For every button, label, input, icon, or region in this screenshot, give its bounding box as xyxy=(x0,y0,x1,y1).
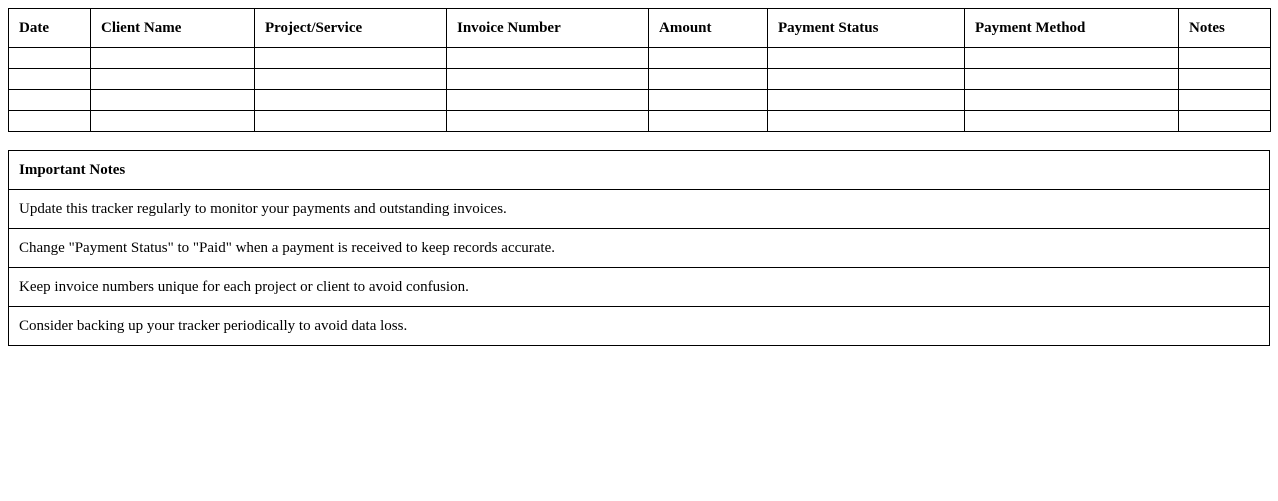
table-cell[interactable] xyxy=(9,111,91,132)
table-row xyxy=(9,111,1271,132)
table-header-row xyxy=(9,9,1271,48)
note-row xyxy=(9,268,1270,307)
table-cell[interactable] xyxy=(768,48,965,69)
column-header-amount: Amount xyxy=(649,9,768,48)
note-row xyxy=(9,190,1270,229)
table-cell[interactable] xyxy=(649,69,768,90)
table-cell[interactable] xyxy=(91,69,255,90)
note-item: Keep invoice numbers unique for each project or client to avoid confusion. xyxy=(9,268,1270,307)
table-row xyxy=(9,90,1271,111)
table-cell[interactable] xyxy=(1179,90,1271,111)
note-item: Change "Payment Status" to "Paid" when a payment is received to keep records accurate. xyxy=(9,229,1270,268)
notes-heading: Important Notes xyxy=(9,151,1270,190)
note-row xyxy=(9,229,1270,268)
notes-heading-row xyxy=(9,151,1270,190)
column-header-payment-method: Payment Method xyxy=(965,9,1179,48)
table-cell[interactable] xyxy=(1179,69,1271,90)
table-cell[interactable] xyxy=(965,111,1179,132)
table-cell[interactable] xyxy=(768,69,965,90)
table-cell[interactable] xyxy=(1179,111,1271,132)
column-header-notes: Notes xyxy=(1179,9,1271,48)
table-cell[interactable] xyxy=(768,90,965,111)
table-row xyxy=(9,69,1271,90)
payment-tracker-table xyxy=(8,8,1271,132)
table-cell[interactable] xyxy=(649,90,768,111)
column-header-invoice-number: Invoice Number xyxy=(447,9,649,48)
important-notes-table xyxy=(8,150,1270,346)
table-cell[interactable] xyxy=(768,111,965,132)
table-cell[interactable] xyxy=(965,69,1179,90)
table-cell[interactable] xyxy=(1179,48,1271,69)
table-cell[interactable] xyxy=(447,69,649,90)
column-header-date: Date xyxy=(9,9,91,48)
table-cell[interactable] xyxy=(447,90,649,111)
table-cell[interactable] xyxy=(9,48,91,69)
table-cell[interactable] xyxy=(91,90,255,111)
table-cell[interactable] xyxy=(9,69,91,90)
table-cell[interactable] xyxy=(447,111,649,132)
table-cell[interactable] xyxy=(649,111,768,132)
table-cell[interactable] xyxy=(255,90,447,111)
note-row xyxy=(9,307,1270,346)
table-cell[interactable] xyxy=(447,48,649,69)
table-cell[interactable] xyxy=(91,48,255,69)
table-row xyxy=(9,48,1271,69)
table-cell[interactable] xyxy=(649,48,768,69)
table-cell[interactable] xyxy=(255,48,447,69)
note-item: Update this tracker regularly to monitor your payments and outstanding invoices. xyxy=(9,190,1270,229)
table-cell[interactable] xyxy=(255,111,447,132)
table-cell[interactable] xyxy=(965,90,1179,111)
table-cell[interactable] xyxy=(255,69,447,90)
table-cell[interactable] xyxy=(91,111,255,132)
column-header-project-service: Project/Service xyxy=(255,9,447,48)
note-item: Consider backing up your tracker periodically to avoid data loss. xyxy=(9,307,1270,346)
column-header-client-name: Client Name xyxy=(91,9,255,48)
column-header-payment-status: Payment Status xyxy=(768,9,965,48)
table-cell[interactable] xyxy=(965,48,1179,69)
table-cell[interactable] xyxy=(9,90,91,111)
